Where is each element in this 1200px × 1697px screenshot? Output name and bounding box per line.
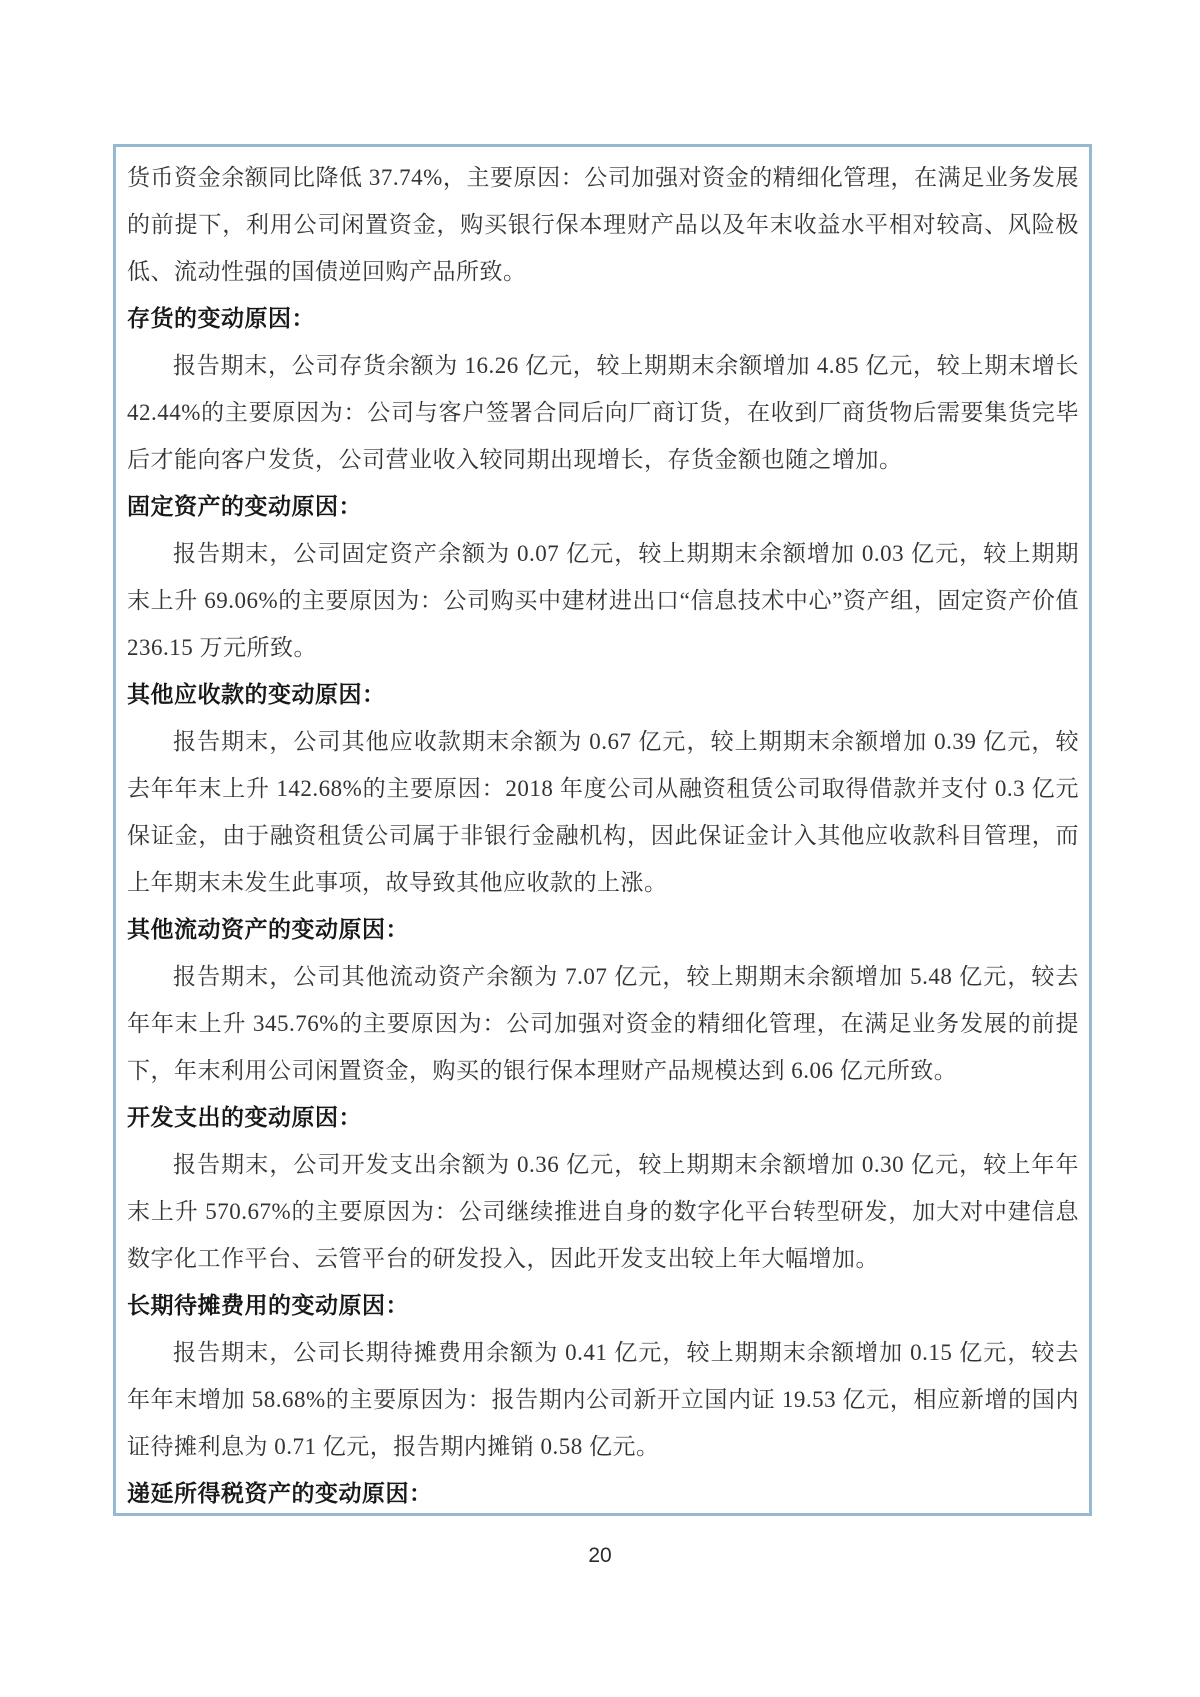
section-paragraph: 报告期末，公司其他应收款期末余额为 0.67 亿元，较上期期末余额增加 0.39 亿元，较去年年末上升 142.68%的主要原因：2018 年度公司从融资租赁公司取得借款并支付 0.3 亿元保证金，由于融资租赁公司属于非银行金融机构，因此保证金计入其他应收款科目管理，而上年期末未发生此事项，故导致其他应收款的上涨。	[127, 729, 1079, 895]
section-heading-long-term-deferred-expenses: 长期待摊费用的变动原因：	[127, 1293, 409, 1318]
section-paragraph: 报告期末，公司存货余额为 16.26 亿元，较上期期末余额增加 4.85 亿元，较上期末增长 42.44%的主要原因为：公司与客户签署合同后向厂商订货，在收到厂商货物后需要集货完毕后才能向客户发货，公司营业收入较同期出现增长，存货金额也随之增加。	[127, 353, 1079, 472]
section-heading-fixed-assets: 固定资产的变动原因：	[127, 494, 362, 519]
section-heading-other-receivables: 其他应收款的变动原因：	[127, 682, 386, 707]
section-paragraph-continuation: 货币资金余额同比降低 37.74%，主要原因：公司加强对资金的精细化管理，在满足业务发展的前提下，利用公司闲置资金，购买银行保本理财产品以及年末收益水平相对较高、风险极低、流动性强的国债逆回购产品所致。	[127, 165, 1079, 284]
content-border-box	[113, 144, 1092, 1516]
section-paragraph: 报告期末，公司其他流动资产余额为 7.07 亿元，较上期期末余额增加 5.48 亿元，较去年年末上升 345.76%的主要原因为：公司加强对资金的精细化管理，在满足业务发展的前提下，年末利用公司闲置资金，购买的银行保本理财产品规模达到 6.06 亿元所致。	[127, 964, 1079, 1083]
section-heading-deferred-tax-assets: 递延所得税资产的变动原因：	[127, 1481, 433, 1506]
section-paragraph: 报告期末，公司开发支出余额为 0.36 亿元，较上期期末余额增加 0.30 亿元，较上年年末上升 570.67%的主要原因为：公司继续推进自身的数字化平台转型研发，加大对中建信息数字化工作平台、云管平台的研发投入，因此开发支出较上年大幅增加。	[127, 1152, 1079, 1271]
section-paragraph: 报告期末，公司固定资产余额为 0.07 亿元，较上期期末余额增加 0.03 亿元，较上期期末上升 69.06%的主要原因为：公司购买中建材进出口“信息技术中心”资产组，固定资产价值 236.15 万元所致。	[127, 541, 1079, 660]
section-paragraph: 报告期末，公司长期待摊费用余额为 0.41 亿元，较上期期末余额增加 0.15 亿元，较去年年末增加 58.68%的主要原因为：报告期内公司新开立国内证 19.53 亿元，相应新增的国内证待摊利息为 0.71 亿元，报告期内摊销 0.58 亿元。	[127, 1340, 1079, 1459]
section-heading-other-current-assets: 其他流动资产的变动原因：	[127, 917, 409, 942]
section-heading-development-expenditure: 开发支出的变动原因：	[127, 1105, 362, 1130]
page-number: 20	[588, 1544, 612, 1567]
section-heading-inventory: 存货的变动原因：	[127, 306, 315, 331]
